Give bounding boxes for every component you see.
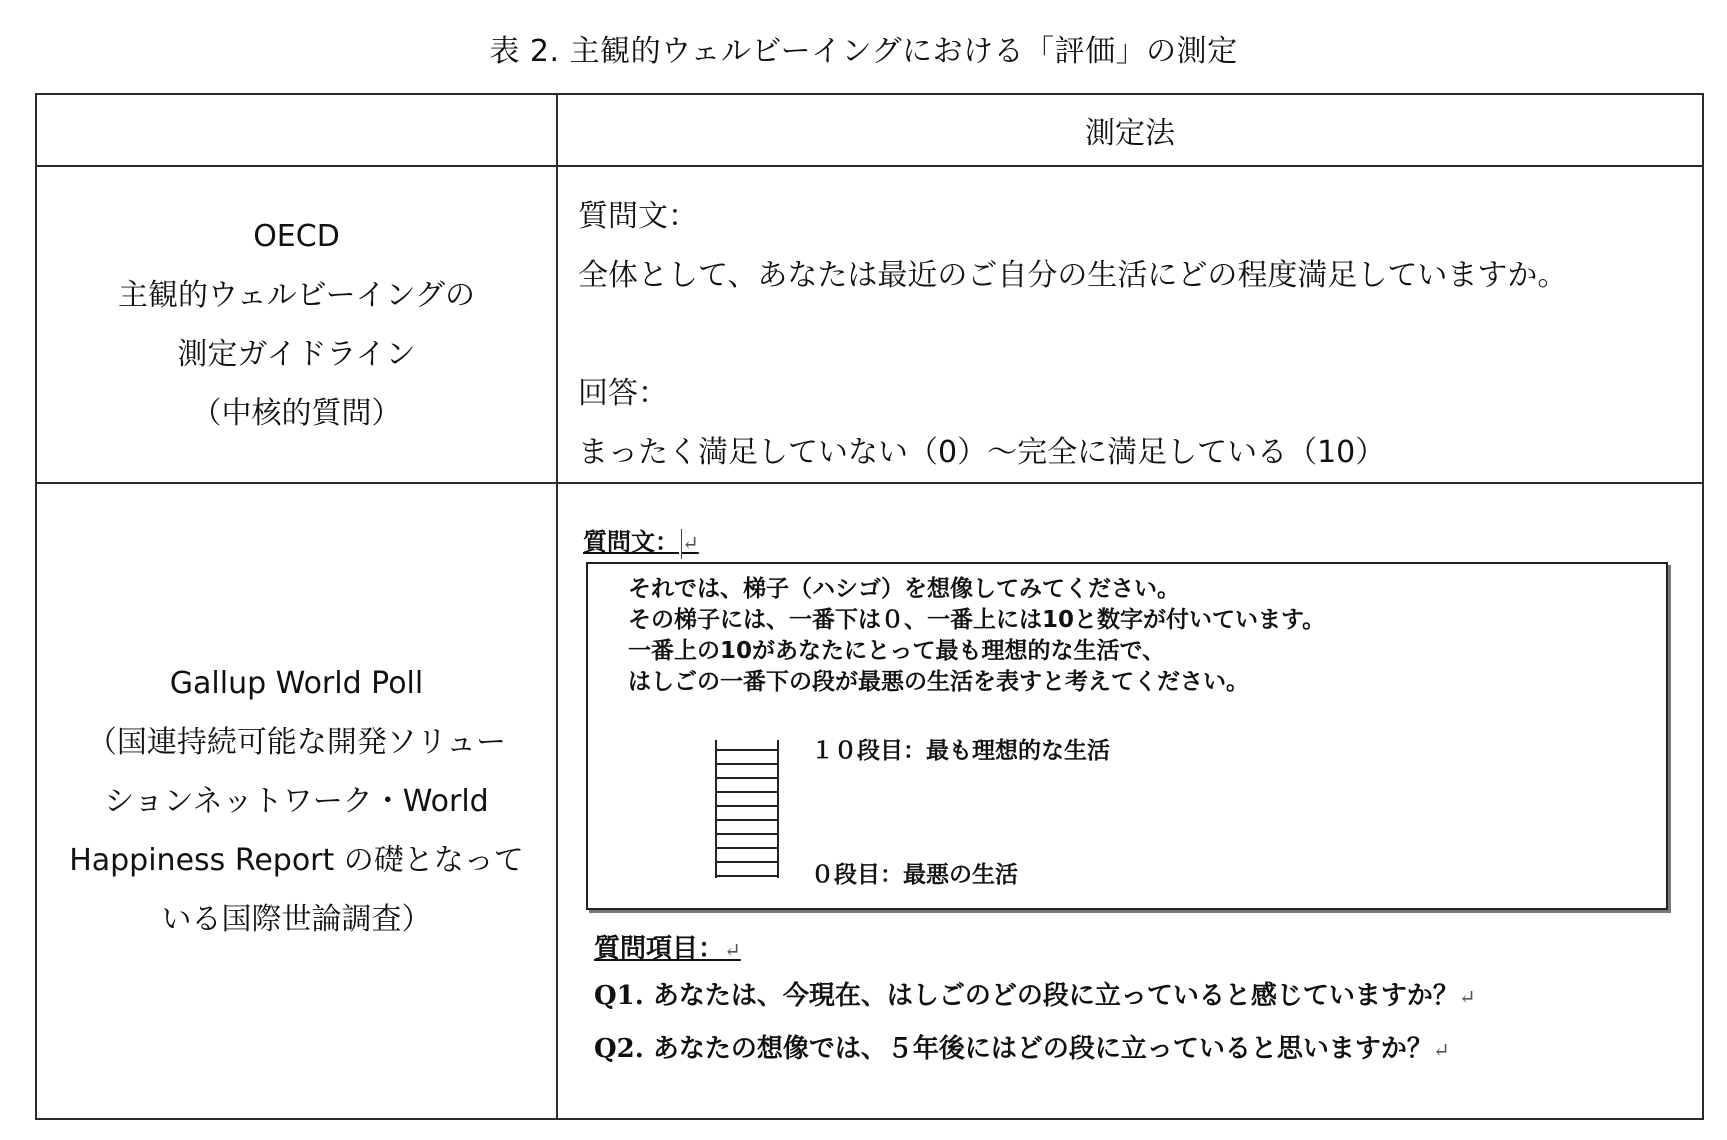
oecd-source-line: 測定ガイドライン — [177, 336, 416, 372]
gallup-source-cell — [36, 483, 557, 1119]
return-mark: ↵ — [682, 531, 699, 555]
gallup-question-label: 質問文： — [583, 527, 679, 556]
gallup-question-heading — [583, 522, 699, 559]
table-header-row — [36, 94, 1703, 166]
table-row-oecd — [36, 166, 1703, 483]
instruction-line: それでは、梯子（ハシゴ）を想像してみてください。 — [628, 576, 1180, 602]
table-row-gallup — [36, 483, 1703, 1119]
ladder-instructions — [628, 574, 1325, 698]
return-mark: ↵ — [1432, 1038, 1450, 1062]
question-item-text: Q1. あなたは、今現在、はしごのどの段に立っていると感じていますか？ — [594, 981, 1459, 1011]
oecd-answer-text: まったく満足していない（0）～完全に満足している（10） — [578, 435, 1386, 470]
oecd-question-label: 質問文： — [578, 199, 698, 234]
oecd-source-line: （中核的質問） — [191, 395, 402, 431]
header-cell-source — [36, 94, 557, 166]
gallup-source-line: ションネットワーク・World — [104, 783, 489, 819]
question-item — [594, 970, 1476, 1023]
gallup-source-line: いる国際世論調査） — [161, 901, 432, 937]
oecd-answer-label: 回答： — [578, 376, 668, 411]
ladder-question-box — [586, 562, 1668, 910]
return-mark: ↵ — [1458, 985, 1476, 1009]
ladder-top-label: １０段目：最も理想的な生活 — [811, 738, 1110, 764]
instruction-line: はしごの一番下の段が最悪の生活を表すと考えてください。 — [628, 669, 1249, 695]
gallup-source-line: Gallup World Poll — [169, 665, 424, 701]
header-cell-method: 測定法 — [557, 94, 1703, 166]
gallup-source-line: Happiness Report の礎となって — [69, 842, 524, 878]
question-items-heading — [594, 929, 1476, 970]
oecd-source-line: 主観的ウェルビーイングの — [118, 277, 475, 313]
instruction-line: 一番上の10があなたにとって最も理想的な生活で、 — [628, 638, 1166, 664]
question-item-text: Q2. あなたの想像では、５年後にはどの段に立っていると思いますか？ — [594, 1034, 1433, 1064]
oecd-method-cell — [557, 166, 1703, 483]
return-mark: ↵ — [724, 938, 741, 962]
oecd-question-text: 全体として、あなたは最近のご自分の生活にどの程度満足していますか。 — [578, 258, 1568, 293]
question-items — [594, 929, 1476, 1076]
gallup-source-line: （国連持続可能な開発ソリュー — [86, 724, 507, 760]
ladder-bottom-label: ０段目：最悪の生活 — [811, 862, 1018, 888]
question-item — [594, 1023, 1476, 1076]
oecd-source-cell — [36, 166, 557, 483]
measurement-table — [35, 93, 1704, 1120]
instruction-line: その梯子には、一番下は０、一番上には10と数字が付いています。 — [628, 607, 1326, 633]
ladder-icon — [714, 740, 780, 878]
table-caption: 表 2. 主観的ウェルビーイングにおける「評価」の測定 — [489, 34, 1238, 69]
gallup-method-cell — [557, 483, 1703, 1119]
question-items-label: 質問項目： — [594, 934, 725, 964]
oecd-source-line: OECD — [253, 218, 340, 254]
